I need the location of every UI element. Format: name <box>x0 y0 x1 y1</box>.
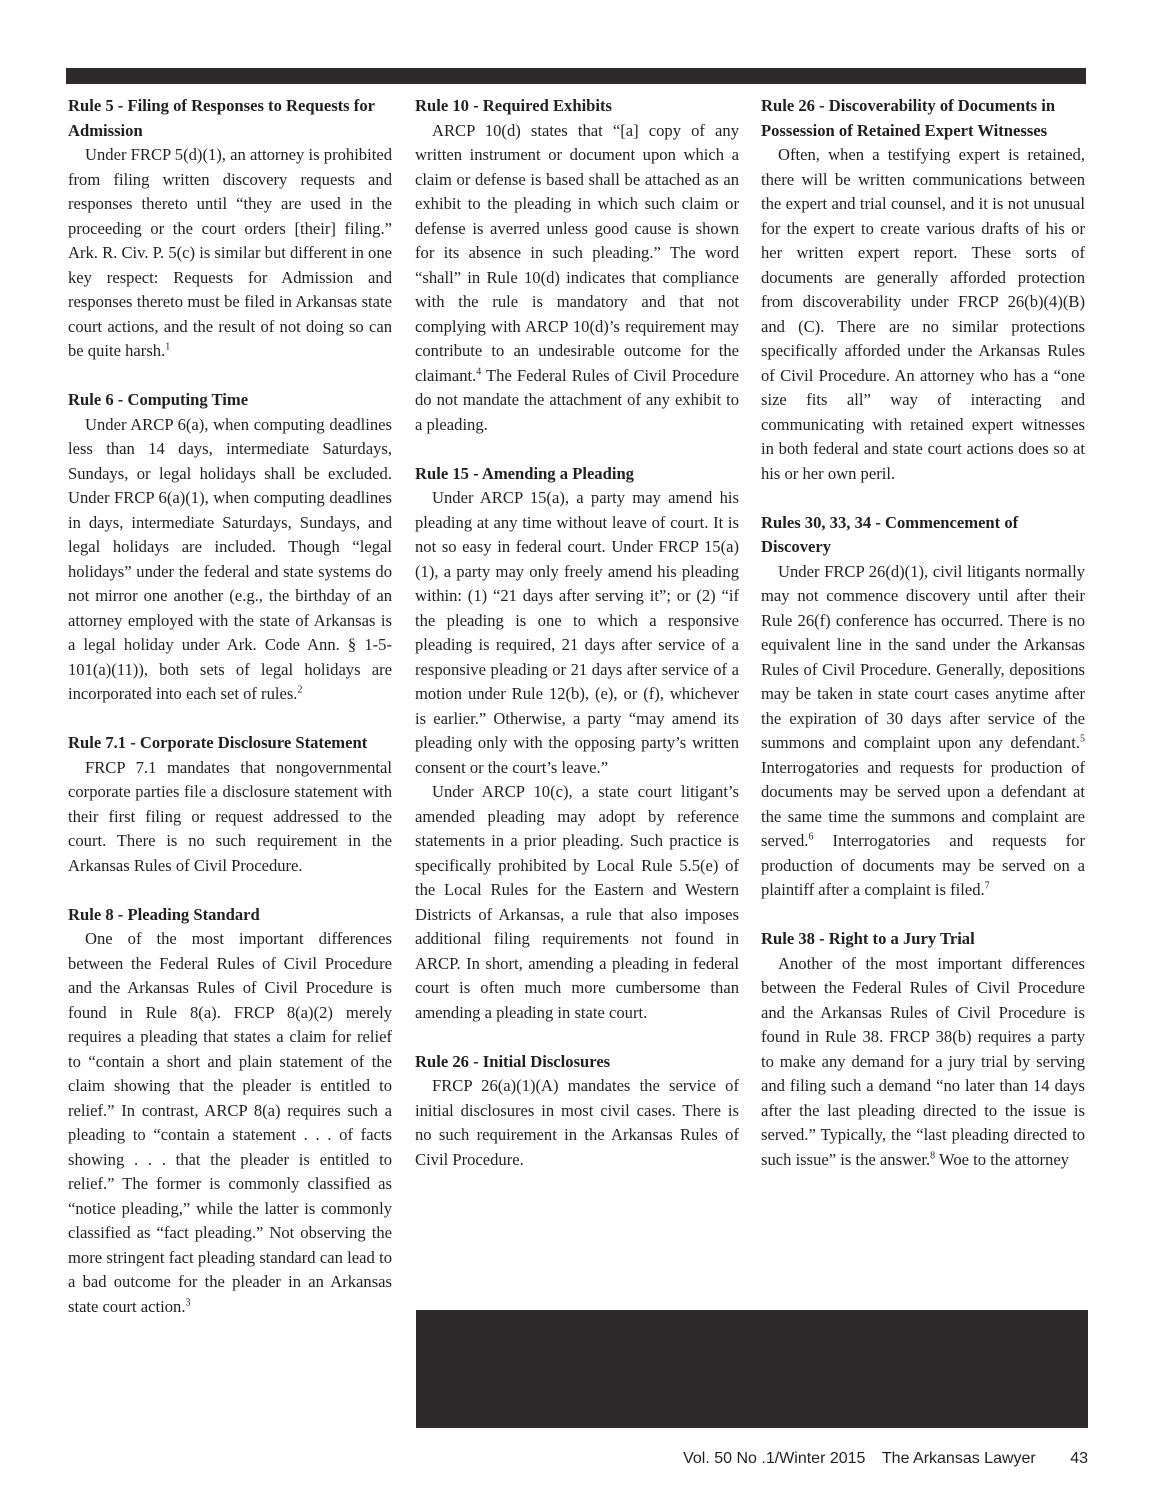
dark-placeholder-block <box>416 1310 1088 1428</box>
section-rule-26-experts <box>761 94 1085 486</box>
section-rule-38 <box>761 927 1085 1172</box>
footnote-ref: 7 <box>984 880 990 892</box>
footnote-ref: 8 <box>930 1149 936 1161</box>
footnote-ref: 5 <box>1080 733 1085 745</box>
paragraph: Under ARCP 10(c), a state court litigant’s amended pleading may adopt by reference statements in a prior pleading. Such practice is specifically prohibited by Local Rule 5.5(e) of the Local Rules for the Eastern and Western Districts of Arkansas, a rule that also imposes additional filing requirements not found in ARCP. In short, amending a pleading in federal court is often much more cumbersome than amending a pleading in state court. <box>415 782 739 1022</box>
paragraph: Under FRCP 5(d)(1), an attorney is prohibited from filing written discovery requests and responses thereto until “they are used in the proceeding or the court orders [their] filing.” Ark. R. Civ. P. 5(c) is similar but different in one key respect: Requests for Admission and responses thereto must be filed in Arkansas state court actions, and the result of not doing so can be quite harsh.$^1$ <box>68 145 392 360</box>
section-rule-7-1 <box>68 731 392 878</box>
column-2 <box>415 94 739 1197</box>
footnote-ref: 1 <box>165 341 171 353</box>
top-decorative-bar <box>66 68 1086 84</box>
section-heading: Rule 5 - Filing of Responses to Requests for Admission <box>68 96 375 140</box>
paragraph: ARCP 10(d) states that “[a] copy of any written instrument or document upon which a claim or defense is based shall be attached as an exhibit to the pleading in which such claim or defense is averred unless good cause is shown for its absence in such pleading.” The word “shall” in Rule 10(d) indicates that compliance with the rule is mandatory and that not complying with ARCP 10(d)’s requirement may contribute to an undesirable outcome for the claimant.$^4$ The Federal Rules of Civil Procedure do not mandate the attachment of any exhibit to a pleading. <box>415 120 739 434</box>
section-rule-5 <box>68 94 392 364</box>
footnote-ref: 3 <box>185 1296 191 1308</box>
section-heading: Rule 10 - Required Exhibits <box>415 96 613 115</box>
footnote-ref: 4 <box>476 365 482 377</box>
paragraph: Under ARCP 6(a), when computing deadlines less than 14 days, intermediate Saturdays, Sundays, or legal holidays shall be excluded. Under FRCP 6(a)(1), when computing deadlines in days, intermediate Saturdays, Sundays, and legal holidays are included. Though “legal holidays” under the federal and state systems do not mirror one another (e.g., the birthday of an attorney employed with the state of Arkansas is a legal holiday under Ark. Code Ann. § 1-5-101(a)(11)), both sets of legal holidays are incorporated into each set of rules.$^2$ <box>68 414 392 703</box>
page-number: 43 <box>1070 1450 1088 1467</box>
section-rule-8 <box>68 903 392 1320</box>
paragraph: Under FRCP 26(d)(1), civil litigants normally may not commence discovery until after their Rule 26(f) conference has occurred. There is no equivalent line in the sand under the Arkansas Rules of Civil Procedure. Generally, depositions may be taken in state court cases anytime after the expiration of 30 days after service of the summons and complaint upon any defendant.$^5$ Interrogatories and requests for production of documents may be served upon a defendant at the same time the summons and complaint are served.$^6$ Interrogatories and requests for production of documents may be served on a plaintiff after a complaint is filed.$^7$ <box>761 561 1085 899</box>
section-heading: Rule 6 - Computing Time <box>68 390 249 409</box>
footnote-ref: 2 <box>297 684 303 696</box>
section-rule-6 <box>68 388 392 707</box>
page-footer <box>683 1450 1088 1468</box>
section-heading: Rule 15 - Amending a Pleading <box>415 463 634 483</box>
column-1 <box>68 94 392 1344</box>
section-heading: Rule 26 - Discoverability of Documents in Possession of Retained Expert Witnesses <box>761 96 1056 140</box>
paragraph: Often, when a testifying expert is retained, there will be written communications between the expert and trial counsel, and it is not unusual for the expert to create various drafts of his or her written expert report. These sorts of documents are generally afforded protection from discoverability under FRCP 26(b)(4)(B) and (C). There are no similar protections specifically afforded under the Arkansas Rules of Civil Procedure. An attorney who has a “one size fits all” way of interacting and communicating with retained expert witnesses in both federal and state court actions does so at his or her own peril. <box>761 145 1085 483</box>
section-heading: Rule 7.1 - Corporate Disclosure Statement <box>68 733 368 752</box>
section-heading: Rule 8 - Pleading Standard <box>68 904 260 924</box>
paragraph: FRCP 26(a)(1)(A) mandates the service of initial disclosures in most civil cases. There is no such requirement in the Arkansas Rules of Civil Procedure. <box>415 1076 739 1169</box>
paragraph: FRCP 7.1 mandates that nongovernmental corporate parties file a disclosure statement with their first filing or request addressed to the court. There is no such requirement in the Arkansas Rules of Civil Procedure. <box>68 757 392 875</box>
section-heading: Rules 30, 33, 34 - Commencement of Discovery <box>761 512 1019 556</box>
column-3 <box>761 94 1085 1197</box>
footnote-ref: 6 <box>808 831 814 843</box>
issue-info: Vol. 50 No .1/Winter 2015 <box>683 1450 866 1467</box>
paragraph: One of the most important differences between the Federal Rules of Civil Procedure and the Arkansas Rules of Civil Procedure is found in Rule 8(a). FRCP 8(a)(2) merely requires a pleading that states a claim for relief to “contain a short and plain statement of the claim showing that the pleader is entitled to relief.” In contrast, ARCP 8(a) requires such a pleading to “contain a statement . . . of facts showing . . . that the pleader is entitled to relief.” The former is commonly classified as “notice pleading,” while the latter is commonly classified as “fact pleading.” Not observing the more stringent fact pleading standard can lead to a bad outcome for the pleader in an Arkansas state court action.$^3$ <box>68 929 392 1316</box>
paragraph: Under ARCP 15(a), a party may amend his pleading at any time without leave of court. It is not so easy in federal court. Under FRCP 15(a)(1), a party may only freely amend his pleading within: (1) “21 days after serving it”; or (2) “if the pleading is one to which a responsive pleading is required, 21 days after service of a responsive pleading or 21 days after service of a motion under Rule 12(b), (e), or (f), whichever is earlier.” Otherwise, a party “may amend its pleading only with the opposing party’s written consent or the court’s leave.” <box>415 488 739 777</box>
section-rule-15 <box>415 462 739 1026</box>
publication-name: The Arkansas Lawyer <box>881 1450 1036 1467</box>
section-heading: Rule 26 - Initial Disclosures <box>415 1051 611 1071</box>
paragraph: Another of the most important differences between the Federal Rules of Civil Procedure and the Arkansas Rules of Civil Procedure is found in Rule 38. FRCP 38(b) requires a party to make any demand for a jury trial by serving and filing such a demand “no later than 14 days after the last pleading directed to the issue is served.” Typically, the “last pleading directed to such issue” is the answer.$^8$ Woe to the attorney <box>761 953 1085 1169</box>
section-rule-10 <box>415 94 739 437</box>
section-heading: Rule 38 - Right to a Jury Trial <box>761 929 975 948</box>
section-rule-26-initial <box>415 1050 739 1173</box>
section-rules-30-33-34 <box>761 511 1085 903</box>
